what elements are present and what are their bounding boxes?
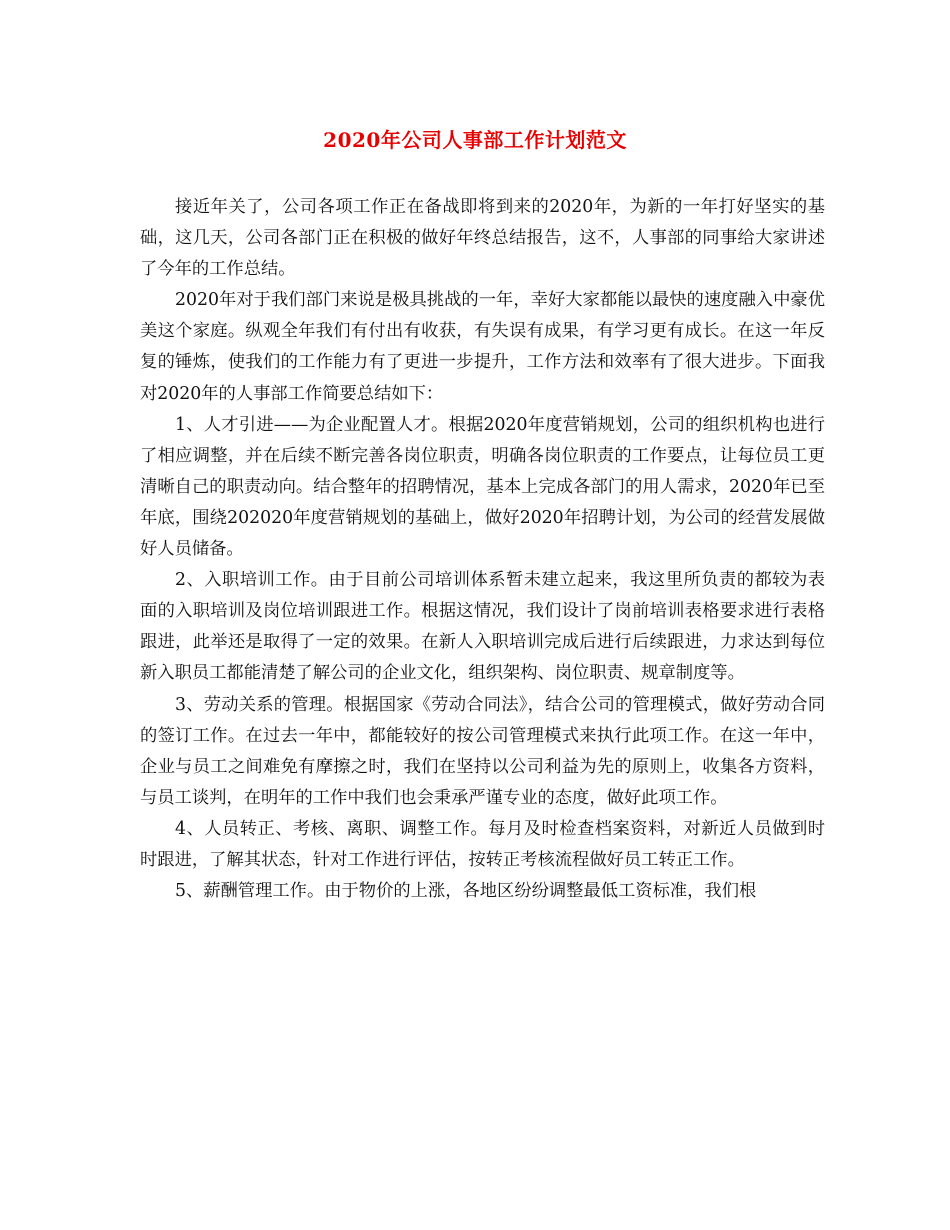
talent-introduction-paragraph: 1、人才引进——为企业配置人才。根据2020年度营销规划，公司的组织机构也进行了相应调整，并在后续不断完善各岗位职责，明确各岗位职责的工作要点，让每位员工更清晰自己的职责动向。结合整年的招聘情况，基本上完成各部门的用人需求，2020年已至年底，围绕202020年度营销规划的基础上，做好2020年招聘计划，为公司的经营发展做好人员储备。 (140, 414, 825, 560)
labor-relations-paragraph: 3、劳动关系的管理。根据国家《劳动合同法》，结合公司的管理模式，做好劳动合同的签订工作。在过去一年中，都能较好的按公司管理模式来执行此项工作。在这一年中，企业与员工之间难免有摩擦之时，我们在坚持以公司利益为先的原则上，收集各方资料，与员工谈判，在明年的工作中我们也会秉承严谨专业的态度，做好此项工作。 (140, 694, 825, 808)
salary-management-paragraph: 5、薪酬管理工作。由于物价的上涨，各地区纷纷调整最低工资标准，我们根 (175, 881, 757, 902)
staff-changes-paragraph: 4、人员转正、考核、离职、调整工作。每月及时检查档案资料，对新近人员做到时时跟进，了解其状态，针对工作进行评估，按转正考核流程做好员工转正工作。 (140, 818, 825, 870)
onboarding-training-paragraph: 2、入职培训工作。由于目前公司培训体系暂未建立起来，我这里所负责的都较为表面的入职培训及岗位培训跟进工作。根据这情况，我们设计了岗前培训表格要求进行表格跟进，此举还是取得了一定的效果。在新人入职培训完成后进行后续跟进，力求达到每位新入职员工都能清楚了解公司的企业文化，组织架构、岗位职责、规章制度等。 (140, 570, 825, 684)
document-title: 2020年公司人事部工作计划范文 (323, 128, 627, 152)
intro-paragraph: 接近年关了，公司各项工作正在备战即将到来的2020年，为新的一年打好坚实的基础，这几天，公司各部门正在积极的做好年终总结报告，这不，人事部的同事给大家讲述了今年的工作总结。 (140, 197, 825, 280)
document-body (140, 192, 825, 907)
overview-paragraph: 2020年对于我们部门来说是极具挑战的一年，幸好大家都能以最快的速度融入中豪优美这个家庭。纵观全年我们有付出有收获，有失误有成果，有学习更有成长。在这一年反复的锤炼，使我们的工作能力有了更进一步提升，工作方法和效率有了很大进步。下面我对2020年的人事部工作简要总结如下： (140, 290, 825, 404)
